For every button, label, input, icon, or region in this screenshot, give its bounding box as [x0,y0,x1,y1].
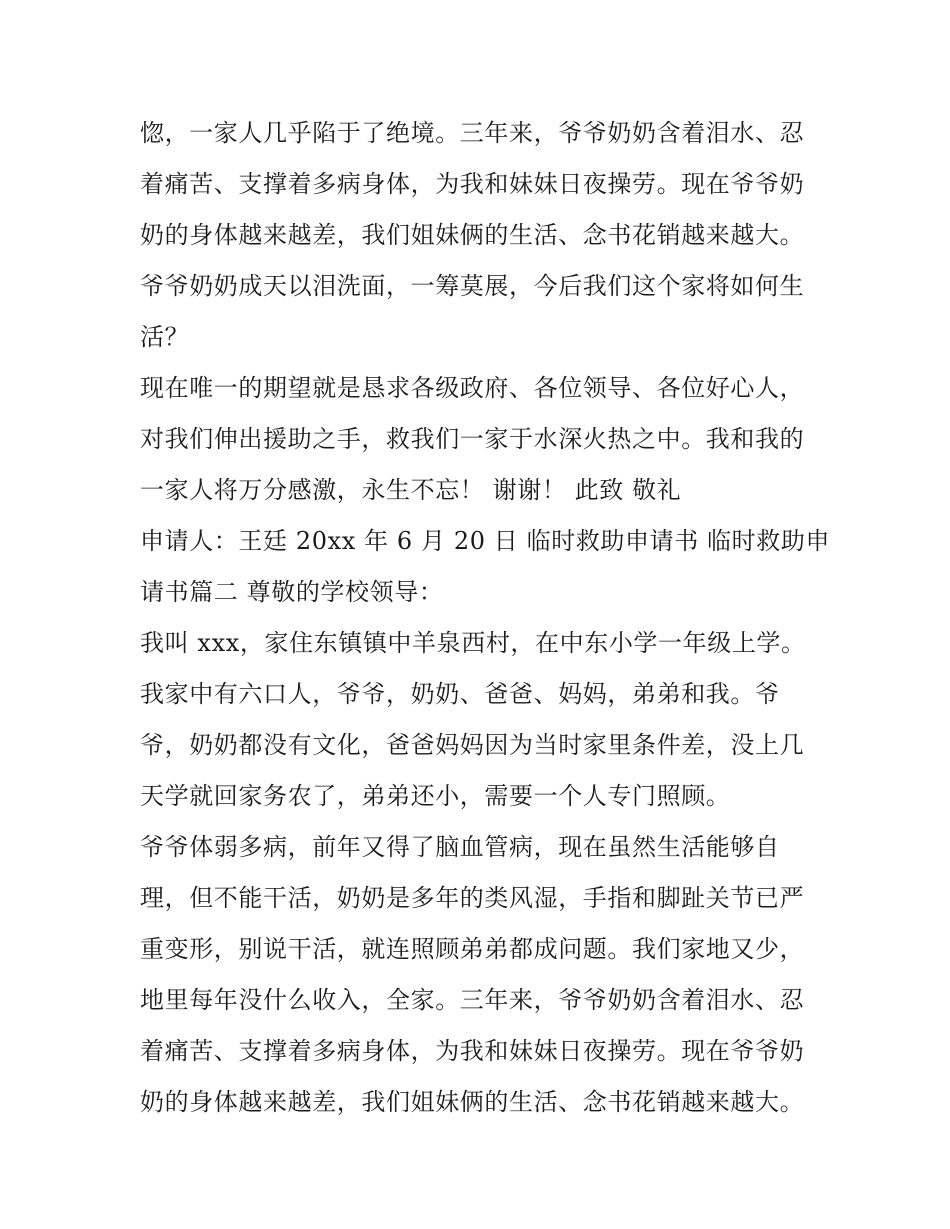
text-line: 着痛苦、支撑着多病身体，为我和妹妹日夜操劳。现在爷爷奶 [140,170,805,198]
document-body [140,108,831,1128]
text-line: 理，但不能干活，奶奶是多年的类风湿，手指和脚趾关节已严 [140,884,805,912]
text-line: 请书篇二 尊敬的学校领导： [140,578,444,606]
text-line: 惚，一家人几乎陷于了绝境。三年来，爷爷奶奶含着泪水、忍 [140,119,805,147]
text-line: 爷爷奶奶成天以泪洗面，一筹莫展，今后我们这个家将如何生 [140,272,805,300]
text-line: 着痛苦、支撑着多病身体，为我和妹妹日夜操劳。现在爷爷奶 [140,1037,805,1065]
text-line: 奶的身体越来越差，我们姐妹俩的生活、念书花销越来越大。 [140,1088,805,1116]
text-line: 奶的身体越来越差，我们姐妹俩的生活、念书花销越来越大。 [140,221,805,249]
text-line: 我家中有六口人，爷爷，奶奶、爸爸、妈妈，弟弟和我。爷 [140,680,780,708]
text-line: 活？ [140,323,190,351]
text-line: 对我们伸出援助之手，救我们一家于水深火热之中。我和我的 [140,425,805,453]
text-line: 现在唯一的期望就是恳求各级政府、各位领导、各位好心人， [140,374,805,402]
text-line: 一家人将万分感激，永生不忘！ 谢谢！ 此致 敬礼 [140,476,682,504]
text-line: 我叫 xxx，家住东镇镇中羊泉西村，在中东小学一年级上学。 [140,629,806,657]
text-line: 重变形，别说干活，就连照顾弟弟都成问题。我们家地又少， [140,935,805,963]
text-line: 天学就回家务农了，弟弟还小，需要一个人专门照顾。 [140,782,731,810]
text-line: 地里每年没什么收入，全家。三年来，爷爷奶奶含着泪水、忍 [140,986,805,1014]
text-line: 申请人：王廷 20xx 年 6 月 20 日 临时救助申请书 临时救助申 [140,527,831,555]
text-line: 爷爷体弱多病，前年又得了脑血管病，现在虽然生活能够自 [140,833,780,861]
text-line: 爷，奶奶都没有文化，爸爸妈妈因为当时家里条件差，没上几 [140,731,805,759]
